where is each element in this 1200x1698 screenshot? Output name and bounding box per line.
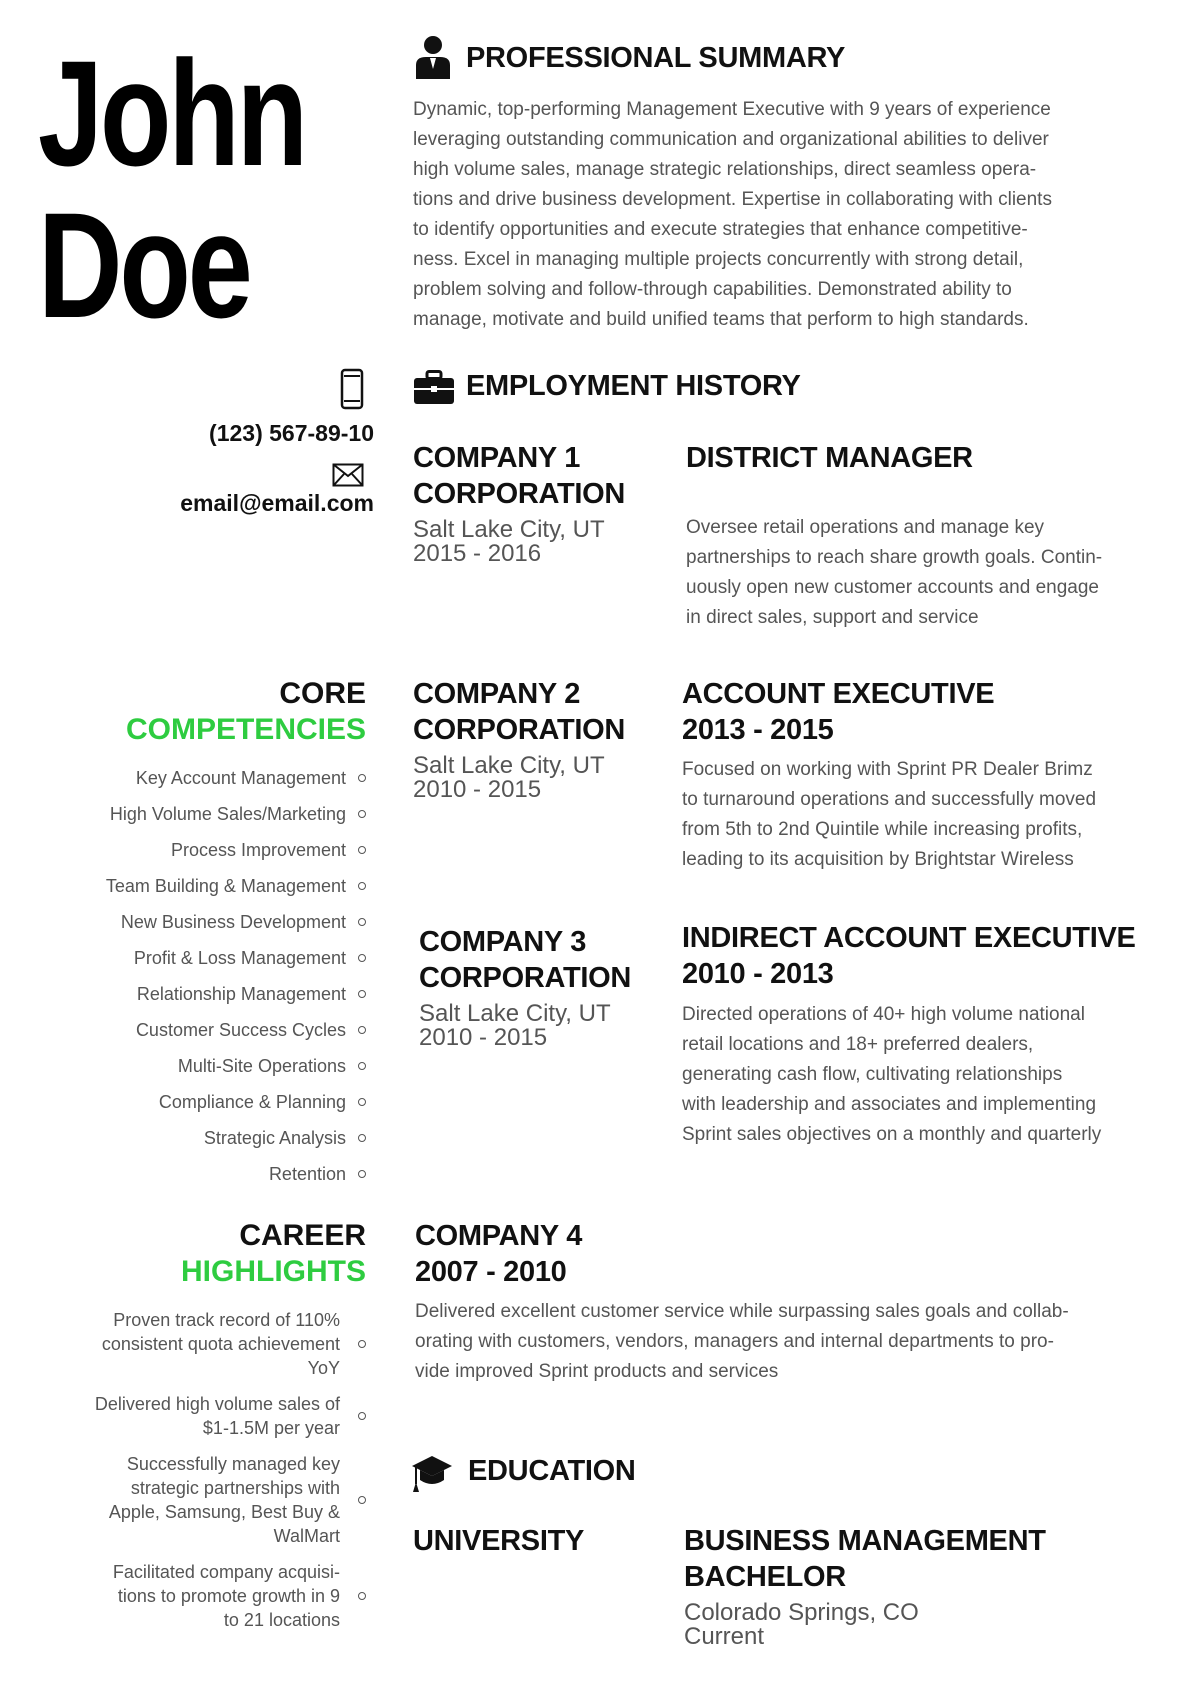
education-school: UNIVERSITY: [413, 1525, 585, 1557]
person-icon: [414, 35, 452, 79]
job-2-corp: CORPORATION: [413, 714, 626, 746]
list-item: Customer Success Cycles: [46, 1012, 366, 1048]
job-1-dates: 2015 - 2016: [413, 540, 542, 567]
list-item: Retention: [46, 1156, 366, 1192]
education-heading: EDUCATION: [468, 1455, 636, 1487]
education-status: Current: [684, 1623, 765, 1650]
list-item: Key Account Management: [46, 760, 366, 796]
competencies-list: [46, 760, 366, 1192]
job-1-description: Oversee retail operations and manage key partnerships to reach share growth goals. Contin- uously open new customer accounts and engage in direct sales, support and service: [686, 517, 1103, 628]
job-4-block: [415, 1218, 582, 1290]
job-2-title-block: [682, 676, 994, 748]
summary-heading: PROFESSIONAL SUMMARY: [466, 42, 846, 74]
last-name: Doe: [38, 181, 250, 349]
job-3-title-dates: 2010 - 2013: [682, 958, 834, 990]
job-3-description: Directed operations of 40+ high volume national retail locations and 18+ preferred dealers, generating cash flow, cultivating relationships with leadership and associates and implementing Sprint sales objectives on a monthly and quarterly: [682, 1004, 1102, 1145]
job-3-corp: CORPORATION: [419, 962, 632, 994]
briefcase-icon: [414, 370, 454, 404]
highlights-heading: CAREER HIGHLIGHTS: [181, 1219, 366, 1288]
job-2-location: Salt Lake City, UT: [413, 752, 605, 779]
job-4-dates: 2007 - 2010: [415, 1256, 567, 1288]
job-2-dates: 2010 - 2015: [413, 776, 542, 803]
list-item: Relationship Management: [46, 976, 366, 1012]
job-1-company: COMPANY 1: [413, 442, 581, 474]
education-degree: BUSINESS MANAGEMENT: [684, 1525, 1046, 1557]
job-2-company: COMPANY 2: [413, 678, 581, 710]
job-4-company: COMPANY 4: [415, 1220, 583, 1252]
list-item: Facilitated company acquisi- tions to promote growth in 9 to 21 locations: [46, 1560, 366, 1632]
job-1-location: Salt Lake City, UT: [413, 516, 605, 543]
job-2-company-block: [413, 676, 625, 802]
list-item: Successfully managed key strategic partnerships with Apple, Samsung, Best Buy & WalMart: [46, 1452, 366, 1548]
job-3-title-block: [682, 920, 1136, 992]
envelope-icon: [332, 463, 364, 487]
job-1-company-block: [413, 440, 625, 566]
job-3-company-block: [419, 924, 631, 1050]
list-item: Profit & Loss Management: [46, 940, 366, 976]
list-item: Process Improvement: [46, 832, 366, 868]
job-1-title: DISTRICT MANAGER: [686, 442, 973, 474]
employment-heading: EMPLOYMENT HISTORY: [466, 370, 801, 402]
job-3-company: COMPANY 3: [419, 926, 587, 958]
email-address[interactable]: email@email.com: [180, 490, 374, 516]
job-2-title-dates: 2013 - 2015: [682, 714, 834, 746]
graduation-cap-icon: [412, 1454, 452, 1492]
job-2-description: Focused on working with Sprint PR Dealer Brimz to turnaround operations and successfully moved from 5th to 2nd Quintile while increasing profits, leading to its acquisition by Brightstar Wireless: [682, 759, 1097, 870]
list-item: Proven track record of 110% consistent quota achievement YoY: [46, 1308, 366, 1380]
list-item: New Business Development: [46, 904, 366, 940]
phone-number[interactable]: (123) 567-89-10: [209, 420, 374, 446]
job-1-corp: CORPORATION: [413, 478, 626, 510]
job-3-dates: 2010 - 2015: [419, 1024, 548, 1051]
list-item: Delivered high volume sales of $1-1.5M per year: [46, 1392, 366, 1440]
list-item: Multi-Site Operations: [46, 1048, 366, 1084]
education-degree-block: [684, 1523, 1046, 1649]
list-item: Strategic Analysis: [46, 1120, 366, 1156]
phone-icon: [340, 368, 364, 410]
job-3-location: Salt Lake City, UT: [419, 1000, 611, 1027]
job-3-title: INDIRECT ACCOUNT EXECUTIVE: [682, 922, 1136, 954]
education-location: Colorado Springs, CO: [684, 1599, 919, 1626]
summary-text: Dynamic, top-performing Management Executive with 9 years of experience leveraging outstanding communication and organizational abilities to deliver high volume sales, manage strategic relationships, direct seamless opera- tions and drive business development. Expertise in collaborating with clients to identify opportunities and execute strategies that enhance competitive- ness. Excel in managing multiple projects concurrently with strong detail, problem solving and follow-through capabilities. Demonstrated ability to manage, motivate and build unified teams that perform to high standards.: [413, 99, 1052, 330]
highlights-list: [46, 1308, 366, 1644]
list-item: Team Building & Management: [46, 868, 366, 904]
job-2-title: ACCOUNT EXECUTIVE: [682, 678, 995, 710]
first-name: John: [38, 29, 306, 197]
job-4-description: Delivered excellent customer service while surpassing sales goals and collab- orating with customers, vendors, managers and internal departments to pro- vide improved Sprint products and services: [415, 1301, 1069, 1382]
competencies-heading: CORE COMPETENCIES: [125, 677, 366, 746]
list-item: Compliance & Planning: [46, 1084, 366, 1120]
list-item: High Volume Sales/Marketing: [46, 796, 366, 832]
education-level: BACHELOR: [684, 1561, 846, 1593]
